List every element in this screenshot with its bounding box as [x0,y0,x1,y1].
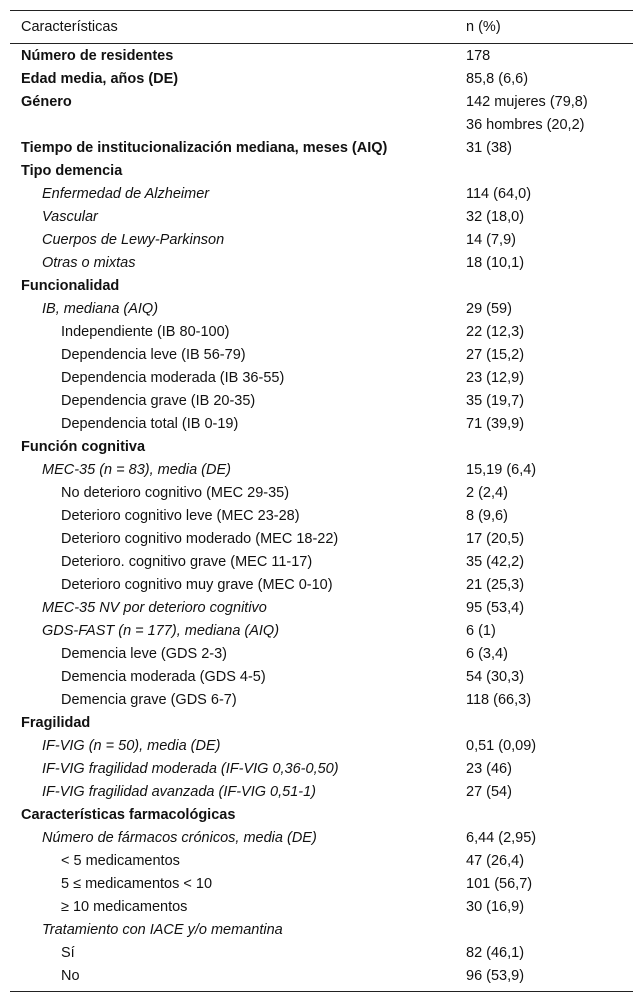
row-label: Fragilidad [21,714,91,731]
row-label: Demencia moderada (GDS 4-5) [61,668,266,685]
table-header [10,11,633,44]
row-value: 27 (15,2) [466,346,525,363]
table-row [10,642,633,665]
row-value: 21 (25,3) [466,576,525,593]
row-value: 82 (46,1) [466,944,525,961]
row-label: Función cognitiva [21,438,146,455]
table-row [10,619,633,642]
row-label: Enfermedad de Alzheimer [42,185,210,202]
row-value: 95 (53,4) [466,599,525,616]
table-row [10,550,633,573]
row-value: 18 (10,1) [466,254,525,271]
table-row [10,780,633,803]
row-label: Dependencia leve (IB 56-79) [61,346,246,363]
table-row [10,44,633,67]
row-value: 15,19 (6,4) [466,461,537,478]
row-value: 35 (42,2) [466,553,525,570]
table-row [10,895,633,918]
table-row [10,228,633,251]
row-value: 96 (53,9) [466,967,525,984]
row-label: Demencia leve (GDS 2-3) [61,645,227,662]
row-label: Funcionalidad [21,277,120,294]
row-value: 30 (16,9) [466,898,525,915]
row-value: 14 (7,9) [466,231,516,248]
table-row [10,343,633,366]
row-label: IF-VIG fragilidad avanzada (IF-VIG 0,51-1) [42,783,316,800]
row-value: 178 [466,47,491,64]
row-value: 54 (30,3) [466,668,525,685]
table-row [10,826,633,849]
row-value: 8 (9,6) [466,507,508,524]
table-row [10,113,633,136]
header-characteristics: Características [21,19,118,35]
table-row [10,757,633,780]
row-label: Deterioro cognitivo moderado (MEC 18-22) [61,530,339,547]
table-body [10,44,633,987]
table-row [10,734,633,757]
table-row [10,320,633,343]
row-value: 114 (64,0) [466,185,532,202]
table-row [10,366,633,389]
row-value: 142 mujeres (79,8) [466,93,588,110]
row-label: GDS-FAST (n = 177), mediana (AIQ) [42,622,280,639]
table-row [10,504,633,527]
table-row [10,274,633,297]
row-label: ≥ 10 medicamentos [61,898,188,915]
row-label: Número de residentes [21,47,174,64]
row-label: Independiente (IB 80-100) [61,323,230,340]
row-value: 118 (66,3) [466,691,532,708]
row-value: 22 (12,3) [466,323,525,340]
row-label: Demencia grave (GDS 6-7) [61,691,237,708]
row-label: Vascular [42,208,98,225]
row-value: 35 (19,7) [466,392,525,409]
row-value: 36 hombres (20,2) [466,116,585,133]
row-value: 6 (3,4) [466,645,508,662]
row-label: IF-VIG fragilidad moderada (IF-VIG 0,36-0,50) [42,760,339,777]
table-row [10,458,633,481]
row-label: MEC-35 (n = 83), media (DE) [42,461,231,478]
table-row [10,67,633,90]
row-label: Otras o mixtas [42,254,136,271]
table-row [10,872,633,895]
row-value: 6 (1) [466,622,496,639]
table-row [10,711,633,734]
header-n-percent: n (%) [466,19,501,35]
row-label: No deterioro cognitivo (MEC 29-35) [61,484,290,501]
table-row [10,527,633,550]
row-label: 5 ≤ medicamentos < 10 [61,875,213,892]
row-label: No [61,967,80,984]
table-row [10,481,633,504]
row-value: 23 (46) [466,760,512,777]
characteristics-table [10,10,633,992]
row-value: 71 (39,9) [466,415,525,432]
table-row [10,665,633,688]
table-row [10,297,633,320]
row-value: 31 (38) [466,139,512,156]
row-label: Dependencia moderada (IB 36-55) [61,369,285,386]
row-label: Dependencia grave (IB 20-35) [61,392,256,409]
row-label: Tipo demencia [21,162,123,179]
row-value: 101 (56,7) [466,875,533,892]
table-row [10,205,633,228]
table-row [10,688,633,711]
row-value: 23 (12,9) [466,369,525,386]
table-row [10,803,633,826]
table-row [10,389,633,412]
row-label: Sí [61,944,75,961]
row-value: 47 (26,4) [466,852,525,869]
row-label: Tratamiento con IACE y/o memantina [42,921,283,938]
table-row [10,849,633,872]
row-value: 27 (54) [466,783,512,800]
row-value: 85,8 (6,6) [466,70,529,87]
table-row [10,918,633,941]
row-value: 17 (20,5) [466,530,525,547]
row-label: Deterioro cognitivo leve (MEC 23-28) [61,507,300,524]
row-value: 29 (59) [466,300,512,317]
table-row [10,251,633,274]
row-label: Número de fármacos crónicos, media (DE) [42,829,317,846]
row-value: 0,51 (0,09) [466,737,537,754]
table-row [10,573,633,596]
table-row [10,136,633,159]
row-value: 2 (2,4) [466,484,508,501]
table-row [10,412,633,435]
table-row [10,435,633,458]
table-row [10,159,633,182]
row-label: Deterioro cognitivo muy grave (MEC 0-10) [61,576,333,593]
table-row [10,182,633,205]
row-label: < 5 medicamentos [61,852,180,869]
row-value: 32 (18,0) [466,208,525,225]
row-label: Edad media, años (DE) [21,70,179,87]
row-label: Dependencia total (IB 0-19) [61,415,239,432]
table-row [10,964,633,987]
row-label: Deterioro. cognitivo grave (MEC 11-17) [61,553,313,570]
table-row [10,941,633,964]
row-label: Características farmacológicas [21,806,236,823]
row-value: 6,44 (2,95) [466,829,537,846]
row-label: Cuerpos de Lewy-Parkinson [42,231,225,248]
row-label: IF-VIG (n = 50), media (DE) [42,737,221,754]
table-row [10,596,633,619]
row-label: Tiempo de institucionalización mediana, meses (AIQ) [21,139,388,156]
row-label: IB, mediana (AIQ) [42,300,159,317]
row-label: Género [21,93,72,110]
row-label: MEC-35 NV por deterioro cognitivo [42,599,267,616]
table-row [10,90,633,113]
